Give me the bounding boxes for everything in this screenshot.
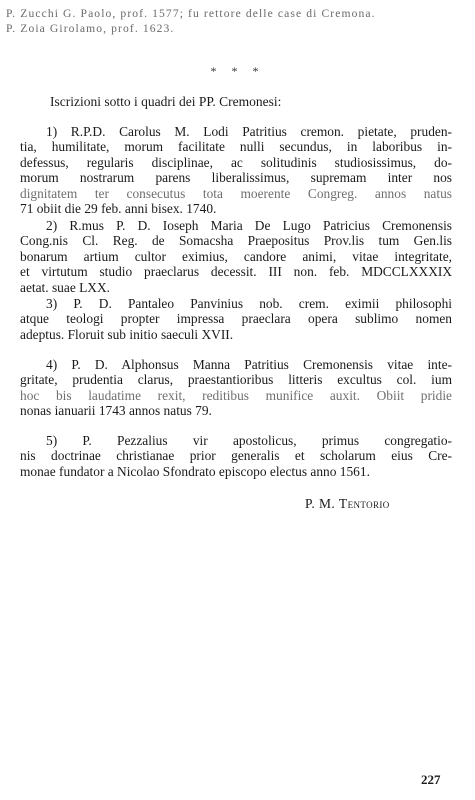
inscription-entry-1: [20, 124, 452, 216]
header-line-2: P. Zoia Girolamo, prof. 1623.: [6, 22, 175, 35]
entry-line: nis doctrinae christianae prior generalis et scholarum eius Cre-: [20, 448, 452, 464]
entry-line: 3) P. D. Pantaleo Panvinius nob. crem. eximii philosophi: [46, 296, 452, 311]
entry-line: defessus, regularis disciplinae, ac solitudinis studiosissimus, do-: [20, 154, 452, 170]
author-signature: [305, 496, 390, 512]
entry-line: 2) R.mus P. D. Ioseph Maria De Lugo Patricius Cremonensis: [46, 218, 452, 233]
entry-line: aetat. suae LXX.: [20, 279, 110, 295]
header-line-1: P. Zucchi G. Paolo, prof. 1577; fu rettore delle case di Cremona.: [6, 7, 376, 20]
author-surname: Tentorio: [338, 496, 390, 511]
inscription-entry-4: [20, 357, 452, 419]
entry-line: tia, humilitate, morum facilitate nulli secundus, in laboribus in-: [20, 139, 452, 155]
entry-line: Cong.nis Cl. Reg. de Somacsha Praepositus Prov.lis tum Gen.lis: [20, 233, 452, 249]
intro-heading: Iscrizioni sotto i quadri dei PP. Cremonesi:: [50, 94, 282, 109]
entry-line: 5) P. Pezzalius vir apostolicus, primus congregatio-: [46, 433, 452, 448]
entry-line: gritate, prudentia clarus, praestantioribus litteris excultus col. ium: [20, 372, 452, 388]
inscription-entry-3: [20, 296, 452, 342]
entry-line: bonarum artium cultor eximius, candore animi, vitae integritate,: [20, 248, 452, 264]
entry-line: hoc bis laudatime rexit, reditibus munifice auxit. Obiit pridie: [20, 387, 452, 403]
entry-line: monae fundator a Nicolao Sfondrato episcopo electus anno 1561.: [20, 463, 370, 479]
section-separator: * * *: [210, 64, 265, 78]
entry-line: dignitatem ter consecutus tota moerente Congreg. annos natus: [20, 185, 452, 201]
entry-line: morum nostrarum parens liberalissimus, supremam inter nos: [20, 170, 452, 186]
entry-line: atque teologi propter impressa praeclara opera sublimo nomen: [20, 311, 452, 327]
entry-line: 1) R.P.D. Carolus M. Lodi Patritius cremon. pietate, pruden-: [46, 124, 452, 139]
entry-line: et virtutum studio praeclarus decessit. III non. feb. MDCCLXXXIX: [20, 264, 452, 280]
page-number: 227: [421, 772, 441, 787]
author-initials: P. M.: [305, 496, 336, 511]
inscription-entry-2: [20, 218, 452, 295]
entry-line: 71 obiit die 29 feb. anni bisex. 1740.: [20, 200, 217, 216]
inscription-entry-5: [20, 433, 452, 479]
entry-line: adeptus. Floruit sub initio saeculi XVII.: [20, 326, 234, 342]
entry-line: nonas ianuarii 1743 annos natus 79.: [20, 403, 212, 419]
entry-line: 4) P. D. Alphonsus Manna Patritius Cremonensis vitae inte-: [46, 357, 452, 372]
